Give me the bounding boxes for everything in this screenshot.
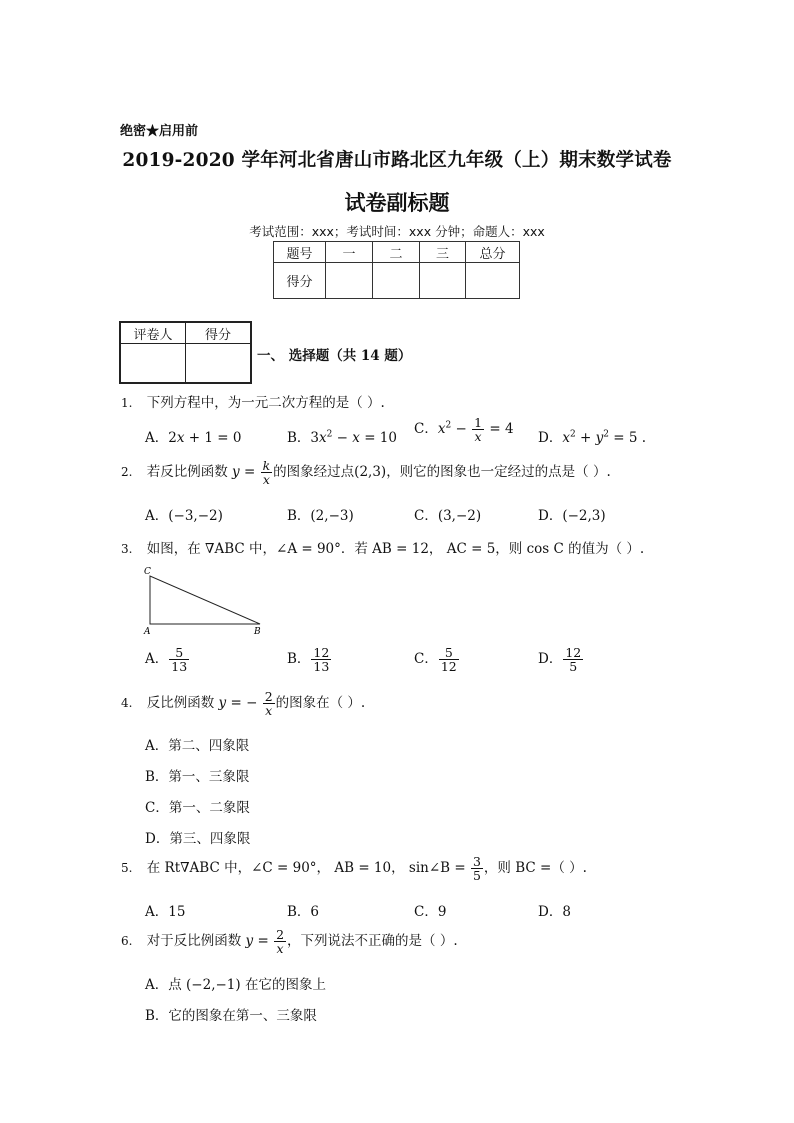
question-text: 若反比例函数 (146, 464, 228, 481)
score-header-cell: 二 (373, 242, 420, 263)
question-number: 4. (121, 696, 133, 711)
question-5: 5. 在 Rt∇ABC 中，∠C = 90°， AB = 10， sin∠B = $\frac{3}{5}$ ，则 BC =（ ）. (121, 854, 587, 884)
option-a: A．15 (145, 904, 186, 920)
triangle-abc (150, 576, 260, 624)
score-row-label: 得分 (274, 263, 326, 299)
question-text: 对于反比例函数 (146, 933, 242, 950)
exam-subtitle: 试卷副标题 (344, 190, 450, 215)
option-d: D．$x^2 + y^2 = 5$ . (538, 429, 647, 446)
option-d: D．(−2,3) (538, 508, 606, 524)
score-header-cell: 三 (420, 242, 466, 263)
question-3 (121, 537, 644, 557)
score-cell (420, 263, 466, 299)
question-text: ，下列说法不正确的是（ ）. (287, 933, 458, 950)
score-header-cell: 总分 (466, 242, 520, 263)
option-a: A．(−3,−2) (145, 508, 223, 524)
option-a: A． $\frac{5}{13}$ (145, 645, 188, 675)
score-cell (466, 263, 520, 299)
score-cell (326, 263, 373, 299)
section-title: 一、 选择题（共 14 题） (257, 348, 412, 364)
option-c: C．(3,−2) (414, 508, 482, 524)
question-2: 2. 若反比例函数 y = $\frac{k}{x}$ 的图象经过点(2,3)，则它的图象也一定经过的点是（ ）. (121, 458, 611, 488)
option-a: A．点 (−2,−1) 在它的图象上 (145, 977, 326, 993)
question-number: 6. (121, 934, 133, 949)
option-b: B． $\frac{12}{13}$ (287, 645, 330, 675)
grader-header-cell: 得分 (186, 322, 252, 344)
score-cell (373, 263, 420, 299)
option-d: D．8 (538, 904, 571, 920)
score-header-cell: 题号 (274, 242, 326, 263)
exam-info: 考试范围：xxx；考试时间：xxx 分钟；命题人：xxx (249, 224, 545, 239)
question-text: ，则 BC =（ ）. (483, 860, 587, 877)
question-number: 1. (121, 396, 133, 410)
option-b: B．第一、三象限 (145, 769, 250, 785)
question-4: 4. 反比例函数 y = − $\frac{2}{x}$ 的图象在（ ）. (121, 689, 366, 719)
option-c: C．$x^2$ − $\frac{1}{x}$ = 4 (414, 415, 514, 445)
question-number: 5. (121, 861, 133, 876)
question-number: 2. (121, 465, 133, 480)
grader-header-cell: 评卷人 (120, 322, 186, 344)
option-c: C．第一、二象限 (145, 800, 250, 816)
option-d: D． $\frac{12}{5}$ (538, 645, 582, 675)
option-d: D．第三、四象限 (145, 831, 251, 847)
question-1 (121, 391, 385, 411)
option-b: B．$3x^2 - x = 10$ (287, 429, 397, 446)
question-6: 6. 对于反比例函数 y = $\frac{2}{x}$ ，下列说法不正确的是（ ）. (121, 927, 458, 957)
question-text: 的图象经过点 (273, 464, 355, 481)
grader-table (119, 321, 252, 384)
vertex-label-b: B (254, 627, 261, 636)
exam-title: 2019-2020 学年河北省唐山市路北区九年级（上）期末数学试卷 (122, 150, 672, 171)
question-text: 反比例函数 (146, 695, 215, 712)
vertex-label-c: C (144, 567, 151, 577)
vertex-label-a: A (144, 627, 151, 636)
score-header-cell: 一 (326, 242, 373, 263)
question-text: 下列方程中，为一元二次方程的是（ ）. (146, 395, 385, 411)
option-c: C．9 (414, 904, 447, 920)
point-value: (2,3) (354, 464, 387, 481)
triangle-figure (140, 564, 270, 636)
option-b: B．(2,−3) (287, 508, 354, 524)
option-a: A．2x + 1 = 0 (145, 430, 242, 446)
question-text: 如图，在 ∇ABC 中，∠A = 90°．若 AB = 12， AC = 5，则 cos C 的值为（ ）. (146, 541, 645, 557)
option-a: A．第二、四象限 (145, 738, 250, 754)
confidential-label: 绝密★启用前 (120, 124, 199, 139)
grader-cell (186, 344, 252, 384)
option-b: B．它的图象在第一、三象限 (145, 1008, 317, 1024)
question-text: 在 Rt∇ABC 中，∠C = 90°， AB = 10， sin∠B = (146, 860, 466, 877)
option-c: C． $\frac{5}{12}$ (414, 645, 457, 675)
option-b: B．6 (287, 904, 320, 920)
question-number: 3. (121, 542, 133, 556)
score-table (273, 241, 520, 299)
question-text: 的图象在（ ）. (275, 695, 366, 712)
question-text: ，则它的图象也一定经过的点是（ ）. (386, 464, 611, 481)
grader-cell (120, 344, 186, 384)
